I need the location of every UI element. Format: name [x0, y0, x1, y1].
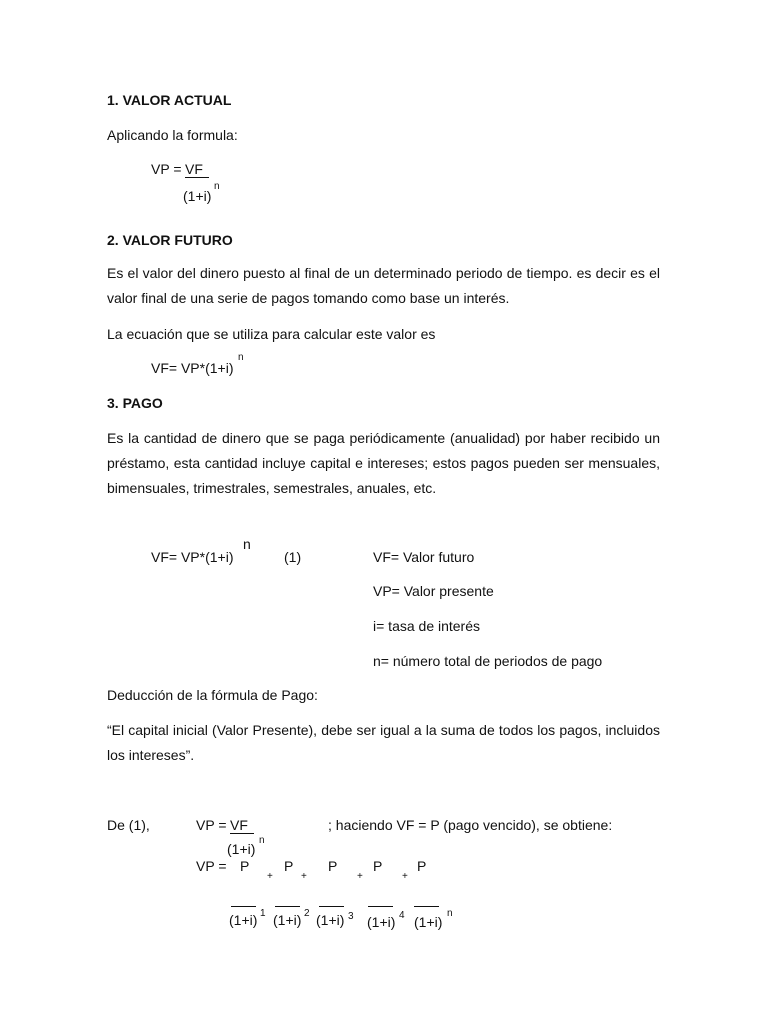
formula-vp-exponent: n [214, 181, 220, 192]
fraction-bar [230, 833, 254, 834]
formula-vf-exponent: n [238, 352, 244, 363]
section-3-paragraph: Es la cantidad de dinero que se paga periódicamente (anualidad) por haber recibido un préstamo, esta cantidad incluye capital e intereses; estos pagos pueden ser mensuales, bimensuales, trimestrales, semestrales, anuales, etc. [107, 430, 660, 496]
sum-term-3-numerator: P [328, 858, 338, 874]
plus-sign: + [267, 871, 273, 882]
derivation-denominator: (1+i) [227, 841, 256, 857]
sum-term-1-exponent: 1 [260, 908, 266, 919]
definition-vp: VP= Valor presente [373, 583, 494, 599]
sum-term-4-denominator: (1+i) [367, 914, 396, 930]
formula-vp-lhs: VP = [151, 161, 182, 177]
sum-term-2-exponent: 2 [304, 908, 310, 919]
fraction-bar [275, 906, 300, 907]
equation-number: (1) [284, 549, 302, 565]
section-2-paragraph: Es el valor del dinero puesto al final de un determinado periodo de tiempo. es decir es el valor final de una serie de pagos tomando como base un interés. [107, 265, 660, 306]
formula-vf-2: VF= VP*(1+i) [151, 549, 234, 565]
fraction-bar [319, 906, 344, 907]
section-3-heading: 3. PAGO [107, 395, 163, 411]
formula-vf: VF= VP*(1+i) [151, 360, 234, 376]
fraction-bar [231, 906, 256, 907]
derivation-note: ; haciendo VF = P (pago vencido), se obtiene: [328, 817, 613, 833]
fraction-bar [185, 177, 209, 178]
sum-term-4-numerator: P [373, 858, 383, 874]
sum-term-5-exponent: n [447, 908, 453, 919]
sum-term-1-denominator: (1+i) [229, 912, 258, 928]
definition-vf: VF= Valor futuro [373, 549, 475, 565]
section-1-intro: Aplicando la formula: [107, 127, 238, 143]
fraction-bar [414, 906, 439, 907]
sum-lhs: VP = [196, 858, 227, 874]
formula-vp-denominator: (1+i) [183, 188, 212, 204]
sum-term-3-denominator: (1+i) [316, 912, 345, 928]
derivation-exponent: n [259, 835, 265, 846]
sum-term-2-denominator: (1+i) [273, 912, 302, 928]
formula-vf-2-exponent: n [243, 536, 251, 552]
sum-term-4-exponent: 4 [399, 910, 405, 921]
plus-sign: + [402, 871, 408, 882]
sum-term-2-numerator: P [284, 858, 294, 874]
sum-term-5-denominator: (1+i) [414, 914, 443, 930]
derivation-prefix: De (1), [107, 817, 150, 833]
deduction-title: Deducción de la fórmula de Pago: [107, 687, 318, 703]
derivation-numerator: VF [230, 817, 248, 833]
plus-sign: + [357, 871, 363, 882]
formula-vp-numerator: VF [185, 161, 203, 177]
section-1-heading: 1. VALOR ACTUAL [107, 92, 232, 108]
derivation-lhs: VP = [196, 817, 227, 833]
sum-term-5-numerator: P [417, 858, 427, 874]
sum-term-3-exponent: 3 [348, 911, 354, 922]
deduction-quote: “El capital inicial (Valor Presente), debe ser igual a la suma de todos los pagos, incluidos los intereses”. [107, 722, 660, 763]
section-2-heading: 2. VALOR FUTURO [107, 232, 233, 248]
section-2-intro: La ecuación que se utiliza para calcular este valor es [107, 326, 436, 342]
plus-sign: + [301, 871, 307, 882]
definition-n: n= número total de periodos de pago [373, 653, 603, 669]
sum-term-1-numerator: P [240, 858, 250, 874]
definition-i: i= tasa de interés [373, 618, 481, 634]
fraction-bar [368, 906, 393, 907]
